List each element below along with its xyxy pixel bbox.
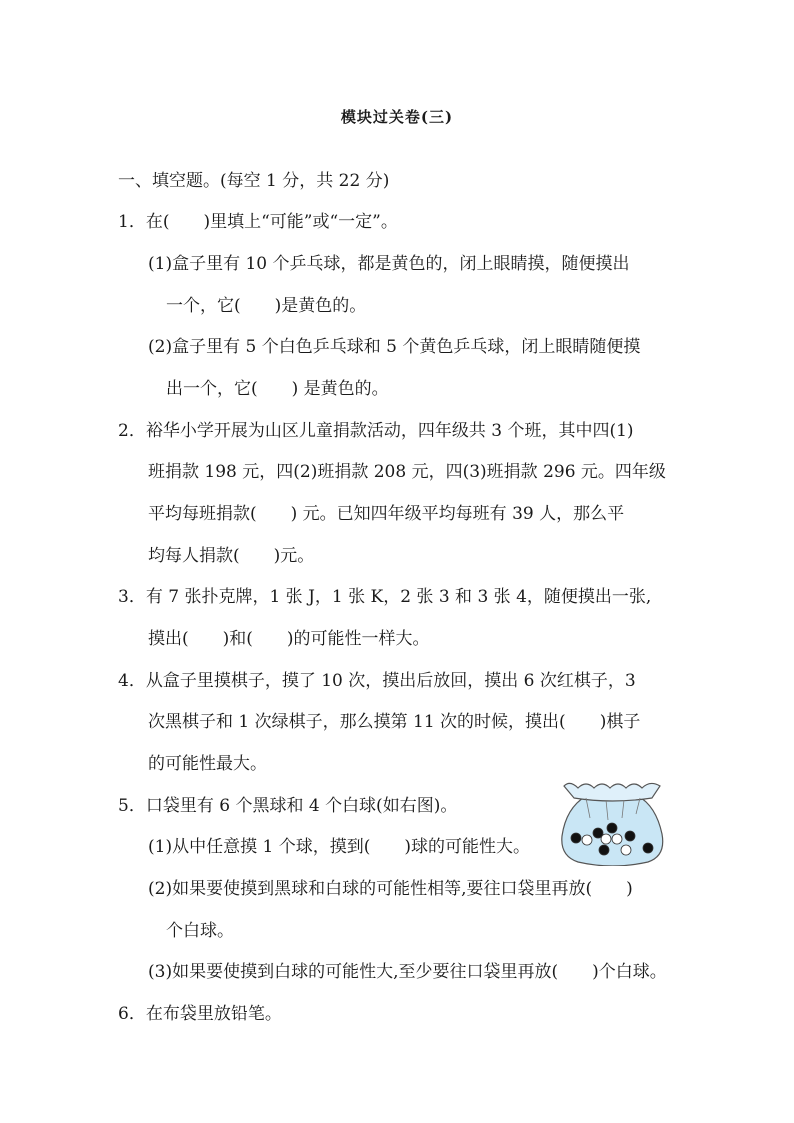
bag-opening <box>564 783 660 801</box>
question-1-part-2-line-1: (2)盒子里有 5 个白色乒乓球和 5 个黄色乒乓球，闭上眼睛随便摸 <box>148 337 641 357</box>
question-4-line-2: 次黑棋子和 1 次绿棋子，那么摸第 11 次的时候，摸出( )棋子 <box>148 712 641 732</box>
question-4-line-1: 4．从盒子里摸棋子，摸了 10 次，摸出后放回，摸出 6 次红棋子，3 <box>118 671 636 691</box>
white-ball <box>612 834 622 844</box>
question-4-line-3: 的可能性最大。 <box>148 754 267 774</box>
ball-bag-illustration <box>556 778 668 866</box>
question-3-line-2: 摸出( )和( )的可能性一样大。 <box>148 629 430 649</box>
black-ball <box>625 831 635 841</box>
question-3-line-1: 3．有 7 张扑克牌，1 张 J，1 张 K，2 张 3 和 3 张 4，随便摸出一张, <box>118 587 652 607</box>
question-1-part-2-line-2: 出一个，它( ) 是黄色的。 <box>166 379 389 399</box>
question-5-stem: 5．口袋里有 6 个黑球和 4 个白球(如右图)。 <box>118 796 458 816</box>
page-title: 模块过关卷(三) <box>340 108 454 126</box>
white-ball <box>601 834 611 844</box>
question-5-part-2-line-2: 个白球。 <box>166 921 234 941</box>
white-ball <box>582 835 592 845</box>
question-1-part-1-line-1: (1)盒子里有 10 个乒乓球，都是黄色的，闭上眼睛摸，随便摸出 <box>148 254 630 274</box>
question-1-stem: 1．在( )里填上“可能”或“一定”。 <box>118 212 398 232</box>
black-ball <box>643 843 653 853</box>
white-ball <box>621 845 631 855</box>
question-5-part-2-line-1: (2)如果要使摸到黑球和白球的可能性相等,要往口袋里再放( ) <box>148 879 633 899</box>
black-ball <box>571 833 581 843</box>
question-2-line-4: 均每人捐款( )元。 <box>148 546 315 566</box>
black-ball <box>599 845 609 855</box>
question-1-part-1-line-2: 一个，它( )是黄色的。 <box>166 296 367 316</box>
question-2-line-2: 班捐款 198 元，四(2)班捐款 208 元，四(3)班捐款 296 元。四年级 <box>148 462 666 482</box>
black-ball <box>607 823 617 833</box>
question-2-line-1: 2．裕华小学开展为山区儿童捐款活动，四年级共 3 个班，其中四(1) <box>118 421 634 441</box>
question-5-part-3: (3)如果要使摸到白球的可能性大,至少要往口袋里再放( )个白球。 <box>148 962 667 982</box>
section-heading: 一、填空题。(每空 1 分，共 22 分) <box>118 171 390 191</box>
question-5-part-1: (1)从中任意摸 1 个球，摸到( )球的可能性大。 <box>148 837 530 857</box>
question-2-line-3: 平均每班捐款( ) 元。已知四年级平均每班有 39 人，那么平 <box>148 504 625 524</box>
question-6-stem: 6．在布袋里放铅笔。 <box>118 1004 282 1024</box>
